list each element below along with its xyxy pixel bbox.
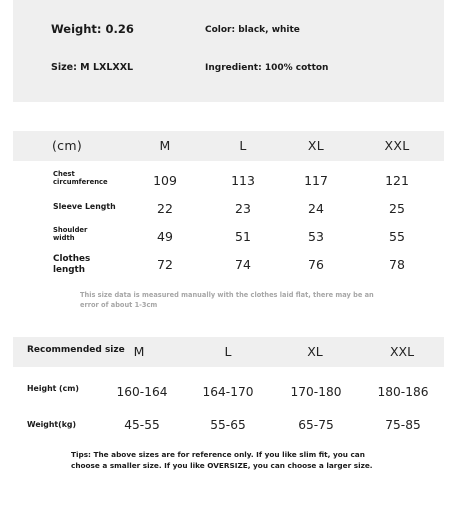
unit-label: (cm) bbox=[52, 138, 83, 153]
table-cell: 160-164 bbox=[116, 385, 168, 399]
table-cell: 113 bbox=[231, 173, 255, 188]
table-cell: 78 bbox=[389, 257, 405, 272]
table-cell: 121 bbox=[385, 173, 409, 188]
measurement-note: This size data is measured manually with the clothes laid flat, there may be an error of about 1-3cm bbox=[80, 291, 374, 309]
rec-size-xl: XL bbox=[307, 344, 323, 359]
row-label-length bbox=[53, 254, 90, 276]
product-info-panel bbox=[13, 0, 444, 102]
ingredient-text: Ingredient: 100% cotton bbox=[205, 63, 329, 73]
table-cell: 55-65 bbox=[210, 418, 246, 432]
row-label-line: Chest bbox=[53, 170, 75, 178]
size-table-header bbox=[13, 131, 444, 161]
row-label-line: Shoulder bbox=[53, 226, 88, 234]
table-cell: 45-55 bbox=[124, 418, 160, 432]
table-cell: 74 bbox=[235, 257, 251, 272]
table-cell: 53 bbox=[308, 229, 324, 244]
rec-size-xxl: XXL bbox=[389, 344, 415, 359]
rec-size-l: L bbox=[224, 344, 232, 359]
size-header-m: M bbox=[159, 138, 171, 153]
table-cell: 25 bbox=[389, 201, 405, 216]
table-cell: 109 bbox=[153, 173, 177, 188]
row-label-line: circumference bbox=[53, 178, 108, 187]
table-cell: 117 bbox=[304, 173, 328, 188]
table-cell: 51 bbox=[235, 229, 251, 244]
weight-text: Weight: 0.26 bbox=[51, 22, 134, 36]
table-cell: 180-186 bbox=[377, 385, 429, 399]
table-cell: 55 bbox=[389, 229, 405, 244]
table-cell: 170-180 bbox=[290, 385, 342, 399]
row-label-line: width bbox=[53, 234, 75, 243]
weight-label: Weight(kg) bbox=[27, 420, 77, 429]
row-label-line: Clothes bbox=[53, 254, 91, 264]
row-label-line: length bbox=[53, 264, 86, 275]
size-header-xxl: XXL bbox=[384, 138, 410, 153]
row-label-chest bbox=[53, 170, 108, 187]
size-header-l: L bbox=[239, 138, 247, 153]
table-cell: 65-75 bbox=[298, 418, 334, 432]
color-text: Color: black, white bbox=[205, 25, 300, 35]
height-label: Height (cm) bbox=[27, 384, 79, 393]
rec-size-m: M bbox=[133, 344, 145, 359]
recommended-size-header bbox=[13, 337, 444, 367]
row-label-line: Sleeve Length bbox=[53, 202, 116, 211]
table-cell: 49 bbox=[157, 229, 173, 244]
recommended-size-title: Recommended size bbox=[27, 345, 125, 355]
table-cell: 22 bbox=[157, 201, 173, 216]
table-cell: 76 bbox=[308, 257, 324, 272]
size-text: Size: M LXLXXL bbox=[51, 62, 134, 73]
table-cell: 24 bbox=[308, 201, 324, 216]
row-label-shoulder bbox=[53, 226, 87, 243]
table-cell: 75-85 bbox=[385, 418, 421, 432]
table-cell: 164-170 bbox=[202, 385, 254, 399]
size-tips: Tips: The above sizes are for reference only. If you like slim fit, you can choose a smaller size. If you like OVERSIZE, you can choose a larger size. bbox=[71, 450, 373, 470]
size-header-xl: XL bbox=[307, 138, 325, 153]
table-cell: 72 bbox=[157, 257, 173, 272]
table-cell: 23 bbox=[235, 201, 251, 216]
row-label-sleeve bbox=[53, 202, 116, 212]
